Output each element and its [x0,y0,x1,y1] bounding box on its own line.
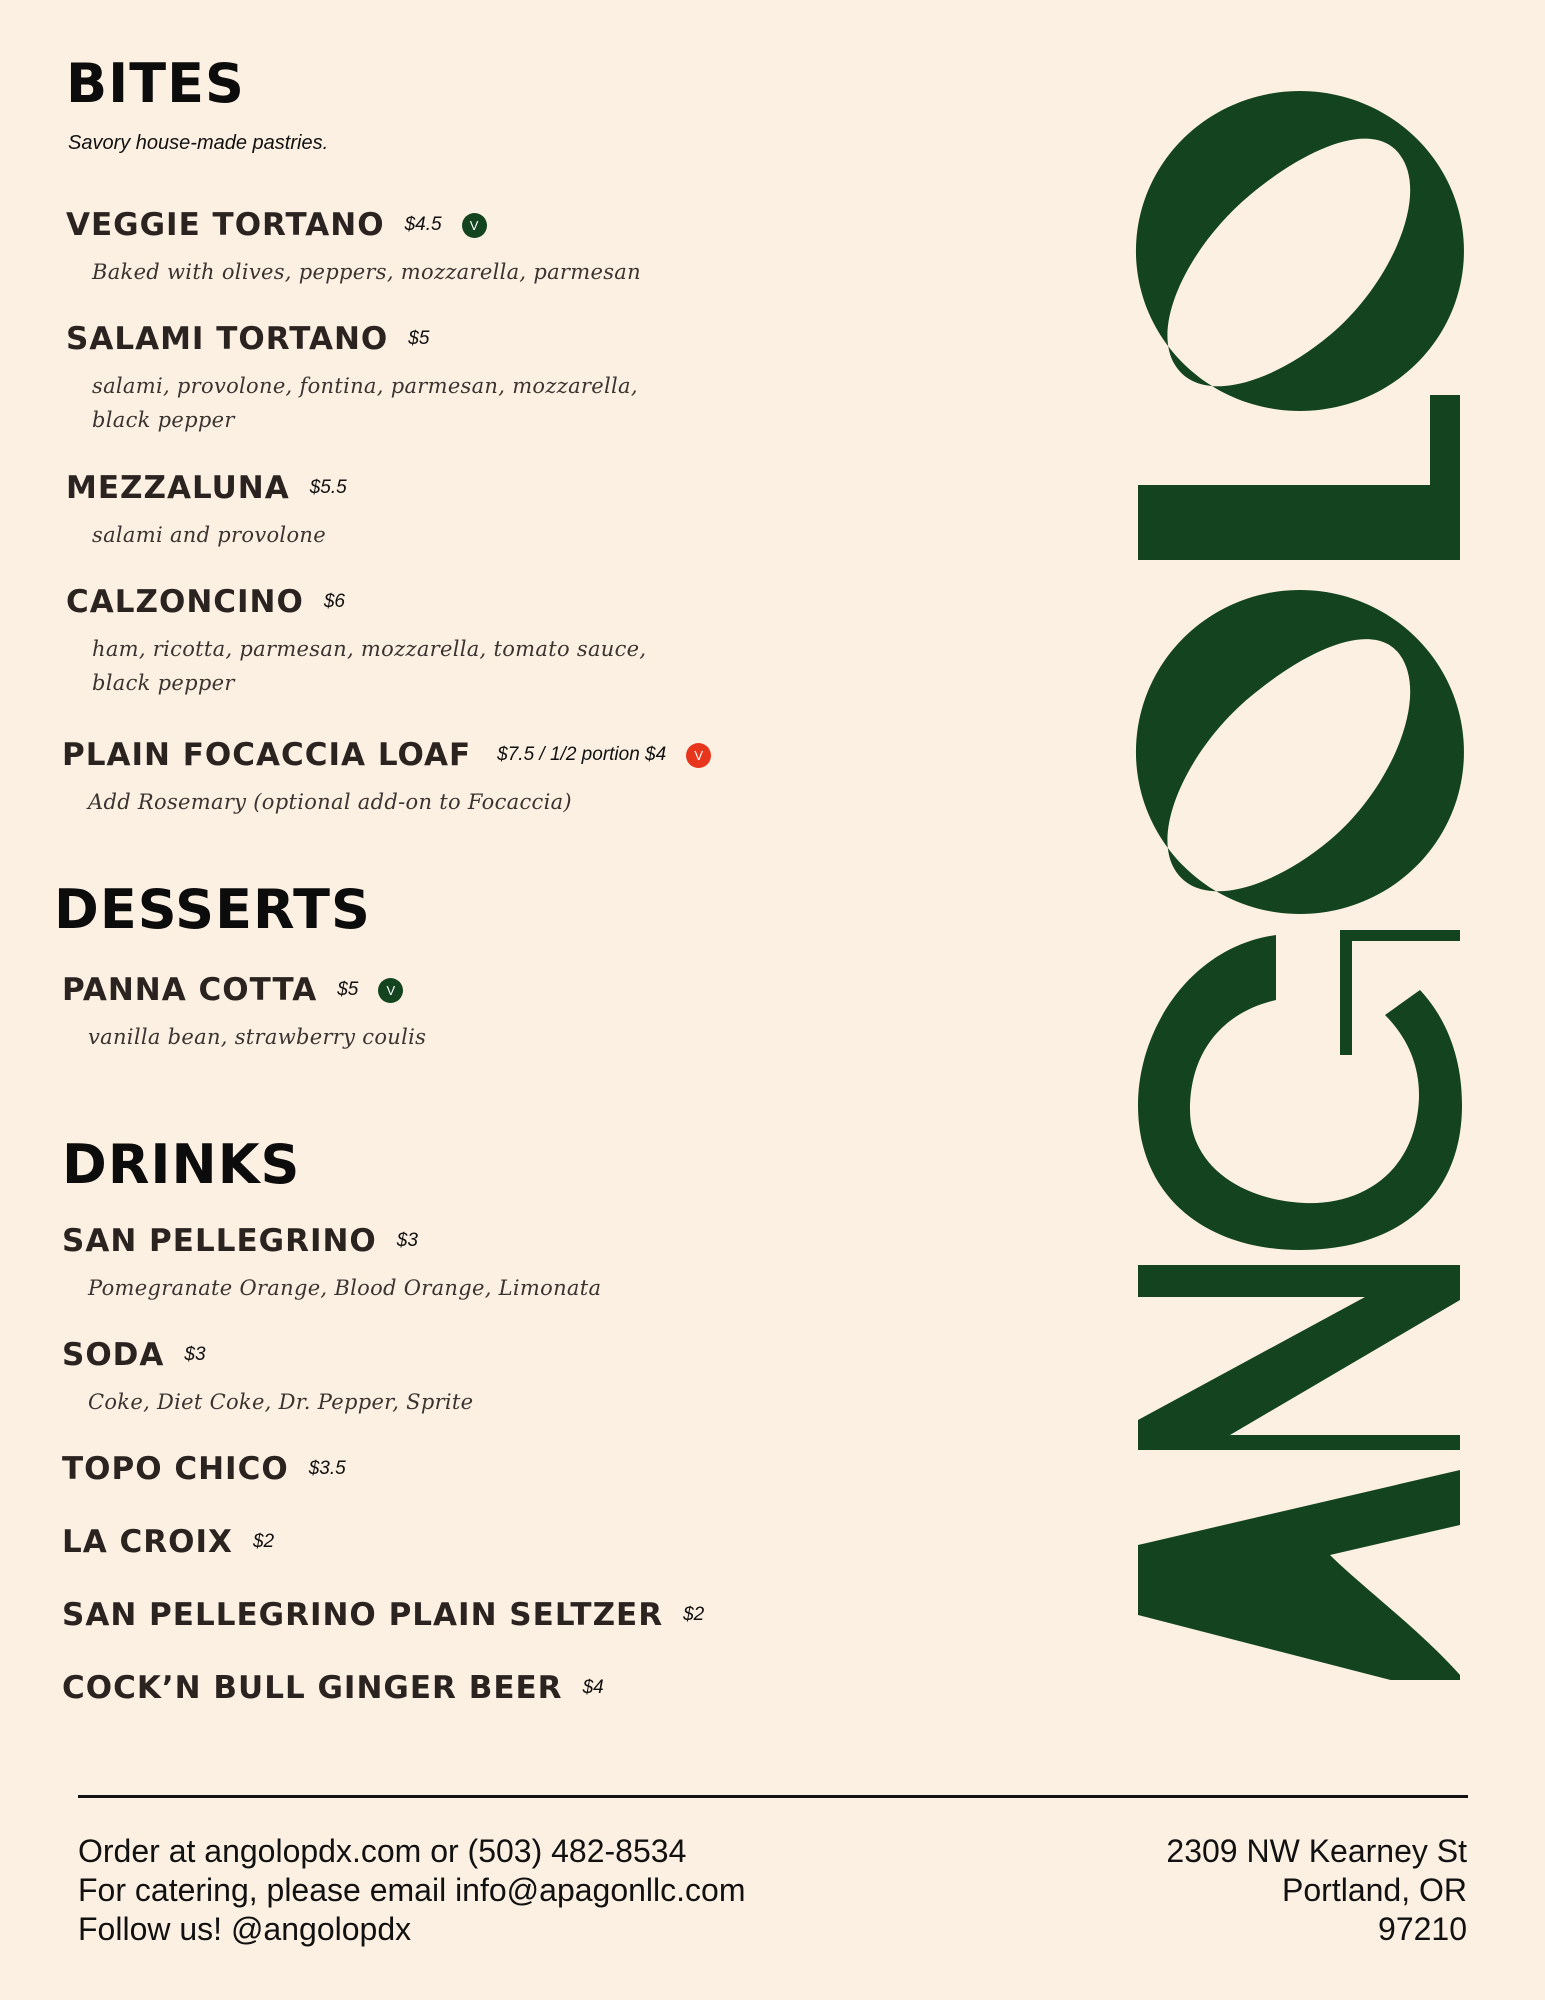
item-price: $5 [408,328,430,349]
menu-item-soda [62,1337,473,1419]
menu-item-topo-chico [62,1451,346,1487]
logo-letter-a [1138,1470,1460,1680]
item-name: PANNA COTTA [62,972,318,1008]
item-name: LA CROIX [62,1524,233,1560]
menu-item-panna-cotta [62,972,426,1054]
address-city: Portland, OR [1282,1872,1467,1908]
item-price: $3 [396,1230,418,1251]
item-price: $3.5 [308,1458,346,1479]
item-name: COCK’N BULL GINGER BEER [62,1670,563,1706]
item-description: Coke, Diet Coke, Dr. Pepper, Sprite [88,1390,474,1414]
menu-item-calzoncino [66,584,646,700]
item-name: SODA [62,1337,165,1373]
footer-order-line: Order at angolopdx.com or (503) 482-8534 [78,1833,687,1869]
footer-catering-line: For catering, please email info@apagonllc.com [78,1872,746,1908]
item-name: PLAIN FOCACCIA LOAF [62,737,472,773]
item-name: CALZONCINO [66,584,304,620]
section-title-bites: BITES [66,52,245,115]
item-description [92,369,638,437]
section-title-drinks: DRINKS [62,1133,301,1196]
address-zip: 97210 [1378,1911,1467,1947]
item-price: $4 [582,1677,604,1698]
item-description [92,632,646,700]
item-description-line-2: black pepper [92,671,235,695]
item-description: salami and provolone [92,523,326,547]
item-name: MEZZALUNA [66,470,290,506]
item-price: $5.5 [309,477,347,498]
angolo-logo-artwork [1130,85,1470,1680]
menu-item-san-pellegrino [62,1223,601,1305]
footer-social-line: Follow us! @angolopdx [78,1911,412,1947]
item-price: $2 [252,1531,275,1552]
item-description-line-1: salami, provolone, fontina, parmesan, mozzarella, [92,374,638,398]
menu-item-cockn-bull-ginger-beer [62,1670,604,1706]
item-name: SALAMI TORTANO [66,321,389,357]
item-price: $2 [683,1604,705,1625]
logo-letter-l [1138,395,1460,560]
footer-contact [78,1832,745,1949]
menu-item-mezzaluna [66,470,347,552]
item-price: $6 [323,591,345,612]
item-price: $7.5 / 1/2 portion $4 [497,744,667,765]
vegetarian-badge-icon: V [462,213,487,238]
vegetarian-badge-icon: V [378,978,403,1003]
section-subtitle-bites: Savory house-made pastries. [68,132,329,154]
item-description: Add Rosemary (optional add-on to Focaccia) [88,790,572,814]
item-description: Pomegranate Orange, Blood Orange, Limonata [88,1276,602,1300]
menu-item-veggie-tortano [66,207,641,289]
menu-item-san-pellegrino-plain-seltzer [62,1597,704,1633]
item-description: vanilla bean, strawberry coulis [88,1025,427,1049]
footer-divider [78,1795,1468,1798]
item-price: $3 [184,1344,206,1365]
item-name: TOPO CHICO [62,1451,289,1487]
item-description-line-1: ham, ricotta, parmesan, mozzarella, tomato sauce, [92,637,647,661]
item-price: $4.5 [404,214,442,235]
menu-item-la-croix [62,1524,274,1560]
vegan-badge-icon: V [686,743,711,768]
section-title-desserts: DESSERTS [54,878,371,941]
angolo-logo [1130,85,1470,1680]
item-name: VEGGIE TORTANO [66,207,385,243]
logo-letter-g [1138,930,1462,1250]
item-name: SAN PELLEGRINO [62,1223,377,1259]
address-street: 2309 NW Kearney St [1166,1833,1467,1869]
item-description-line-2: black pepper [92,408,235,432]
logo-letter-o-middle [1136,590,1464,914]
menu-item-plain-focaccia-loaf [62,737,711,819]
logo-letter-n [1138,1265,1460,1450]
item-name: SAN PELLEGRINO PLAIN SELTZER [62,1597,664,1633]
logo-letter-o-top [1136,91,1464,411]
item-price: $5 [337,979,359,1000]
item-description: Baked with olives, peppers, mozzarella, parmesan [92,260,641,284]
footer-address [1166,1832,1467,1949]
menu-item-salami-tortano [66,321,638,437]
